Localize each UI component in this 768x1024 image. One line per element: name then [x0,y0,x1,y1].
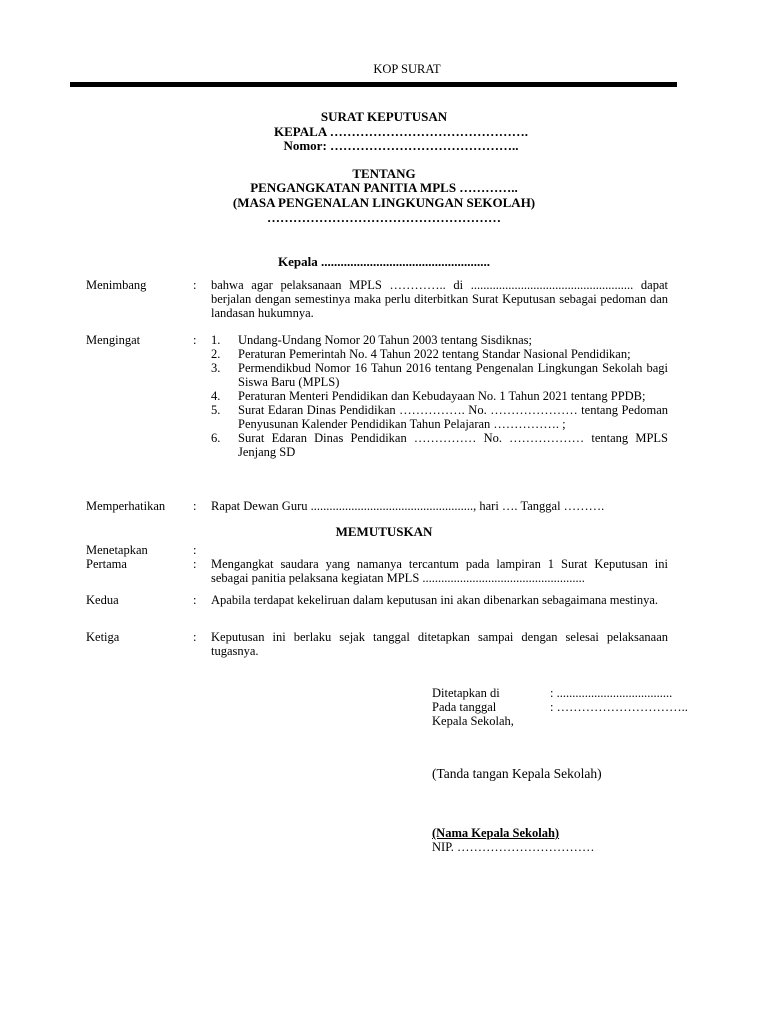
section-colon: : [193,593,197,607]
doc-issuer: KEPALA ………………………………………. [274,124,528,139]
letterhead-rule [70,82,677,87]
section-label: Kedua [86,593,119,607]
section-label: Menetapkan [86,543,148,557]
section-text: bahwa agar pelaksanaan MPLS ………….. di .................................................... dapat berjalan dengan semestinya maka perlu diterbitkan Surat Keputusan sebagai pedoman dan landasan hukumnya. [211,278,668,320]
section-text: Mengangkat saudara yang namanya tercantum pada lampiran 1 Surat Keputusan ini sebagai panitia pelaksana kegiatan MPLS .................................................... [211,557,668,585]
list-text: Undang-Undang Nomor 20 Tahun 2003 tentang Sisdiknas; [238,333,533,347]
section-label: Ketiga [86,630,120,644]
list-text: Permendikbud Nomor 16 Tahun 2016 tentang Pengenalan Lingkungan Sekolah bagi Siswa Baru (MPLS) [238,361,668,389]
memutuskan-heading: MEMUTUSKAN [335,524,433,539]
section-colon: : [193,557,197,571]
section-colon: : [193,543,197,557]
list-number: 4. [211,389,221,403]
list-text: Surat Edaran Dinas Pendidikan …………… No. ……………… tentang MPLS Jenjang SD [238,431,668,459]
kepala-heading: Kepala .................................................... [278,254,490,269]
doc-about: TENTANG [352,166,416,181]
signature-date-value: : ………………………….. [550,700,688,714]
list-number: 2. [211,347,221,361]
list-item [211,431,668,459]
section-label: Memperhatikan [86,499,166,513]
section-text: Rapat Dewan Guru ...................................................., hari …. Tanggal ………. [211,499,605,513]
signature-place-value: : ..................................... [550,686,673,700]
list-number: 5. [211,403,221,417]
signatory-name: (Nama Kepala Sekolah) [432,826,560,840]
signatory-nip: NIP. …………………………… [432,840,595,854]
letterhead-label: KOP SURAT [373,62,441,76]
section-text: Keputusan ini berlaku sejak tanggal ditetapkan sampai dengan selesai pelaksanaan tugasnya. [211,630,668,658]
list-number: 6. [211,431,221,445]
list-number: 3. [211,361,221,375]
section-label: Pertama [86,557,127,571]
section-label: Menimbang [86,278,147,292]
section-colon: : [193,630,197,644]
list-item [211,361,668,389]
section-colon: : [193,278,197,292]
section-label: Mengingat [86,333,141,347]
signature-place-label: Ditetapkan di [432,686,500,700]
section-list [211,333,668,459]
doc-number: Nomor: …………………………………….. [283,138,519,153]
doc-title: SURAT KEPUTUSAN [320,109,448,124]
section-text: Apabila terdapat kekeliruan dalam keputusan ini akan dibenarkan sebagaimana mestinya. [211,593,659,607]
doc-subject: PENGANGKATAN PANITIA MPLS ………….. [250,180,518,195]
signature-date-label: Pada tanggal [432,700,497,714]
signature-place-row [432,686,692,700]
list-item [211,389,668,403]
list-text: Surat Edaran Dinas Pendidikan ……………. No. ………………… tentang Pedoman Penyusunan Kalender Pendidikan Tahun Pelajaran ……………. ; [238,403,668,431]
signature-date-row [432,700,692,714]
list-text: Peraturan Pemerintah No. 4 Tahun 2022 tentang Standar Nasional Pendidikan; [238,347,631,361]
list-number: 1. [211,333,221,347]
list-item [211,333,668,347]
doc-subject-detail: (MASA PENGENALAN LINGKUNGAN SEKOLAH) [232,195,536,210]
signature-placeholder: (Tanda tangan Kepala Sekolah) [432,766,602,781]
list-item [211,347,668,361]
section-colon: : [193,333,197,347]
list-item [211,403,668,431]
doc-subject-blank: ……………………………………………… [267,210,501,225]
signature-role: Kepala Sekolah, [432,714,514,728]
list-text: Peraturan Menteri Pendidikan dan Kebudayaan No. 1 Tahun 2021 tentang PPDB; [238,389,646,403]
section-colon: : [193,499,197,513]
